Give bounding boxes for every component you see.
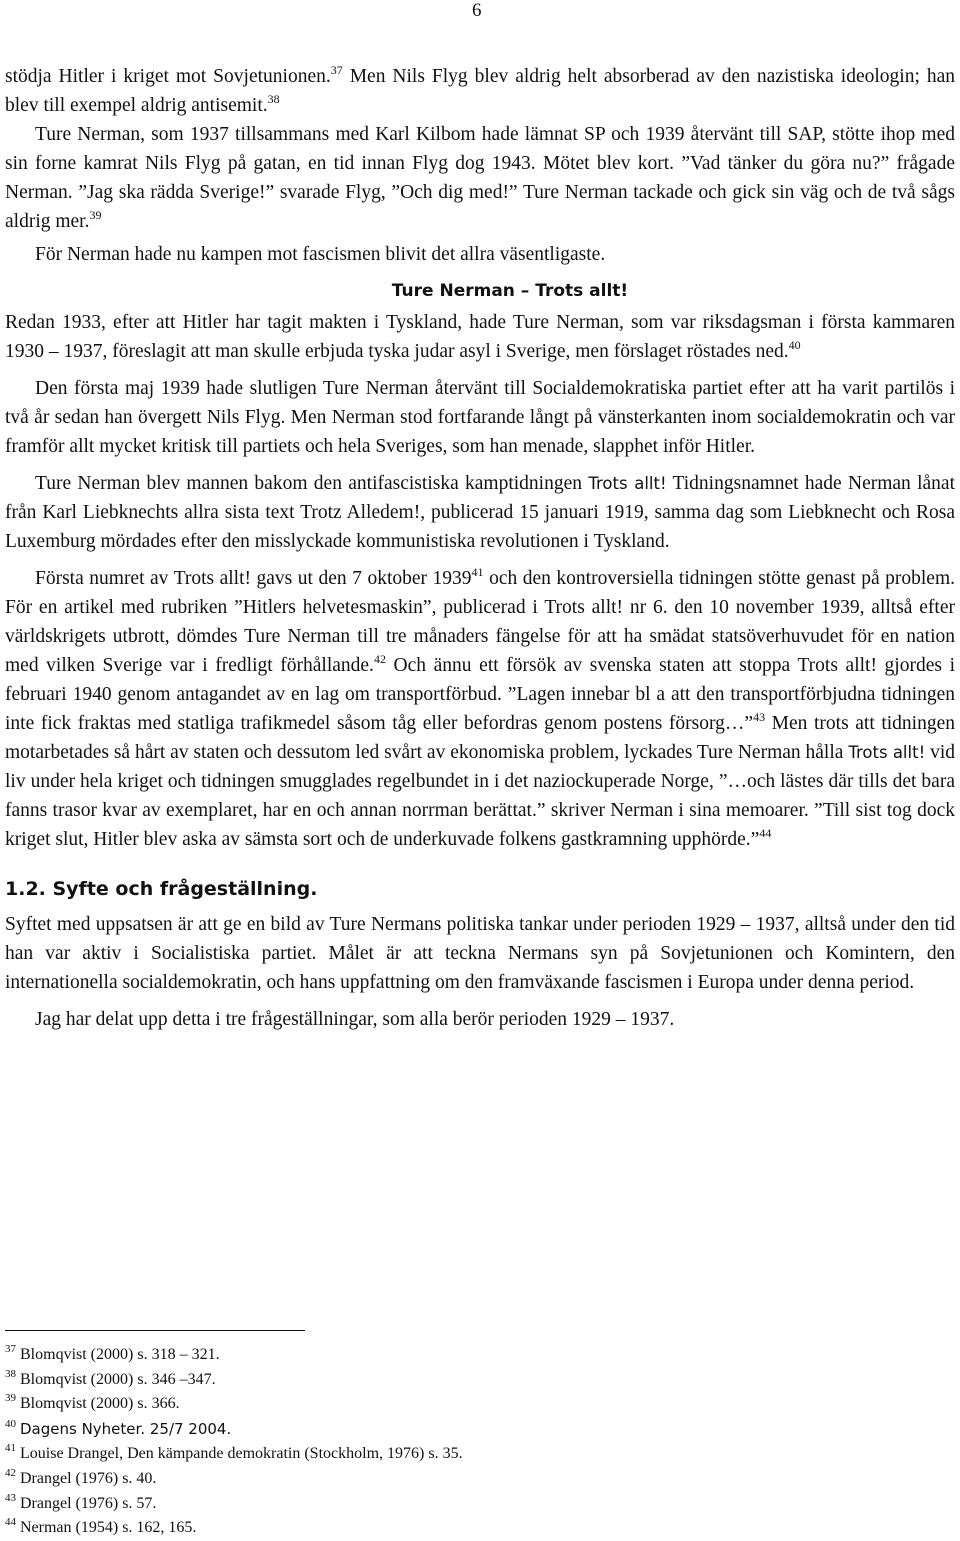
footnote-item xyxy=(5,1368,955,1393)
footnote-text: Nerman (1954) s. 162, 165. xyxy=(20,1519,197,1537)
paragraph-first-issue xyxy=(5,564,955,854)
footnote-number: 43 xyxy=(5,1491,16,1504)
text-run: Men trots att tidningen motarbetades så hårt av staten och dessutom led svårt av ekonomiska problem, lyckades Ture Nerman hålla xyxy=(5,713,956,763)
paragraph-intro xyxy=(5,62,955,120)
footnote-item xyxy=(5,1442,955,1467)
footnote-text: Drangel (1976) s. 40. xyxy=(20,1469,157,1487)
footnote-item xyxy=(5,1516,955,1541)
subheading-trots-allt: Ture Nerman – Trots allt! xyxy=(391,281,629,301)
footnote-text: Dagens Nyheter. 25/7 2004. xyxy=(20,1419,232,1438)
footnote-ref[interactable]: 44 xyxy=(759,826,772,840)
paragraph-nerman-meeting xyxy=(5,120,955,236)
footnote-ref[interactable]: 41 xyxy=(471,565,484,579)
footnote-item xyxy=(5,1392,955,1417)
footnote-text: Louise Drangel, Den kämpande demokratin (Stockholm, 1976) s. 35. xyxy=(20,1445,463,1463)
newspaper-name: Trots allt! xyxy=(848,743,926,762)
footnote-ref[interactable]: 42 xyxy=(373,652,386,666)
footnote-item xyxy=(5,1343,955,1368)
footnote-ref[interactable]: 39 xyxy=(89,208,102,222)
footnote-ref[interactable]: 43 xyxy=(753,710,766,724)
footnote-ref[interactable]: 37 xyxy=(330,63,343,77)
footnotes xyxy=(5,1343,955,1541)
footnote-item xyxy=(5,1417,955,1443)
footnote-divider xyxy=(5,1330,305,1331)
text-run: stödja Hitler i kriget mot Sovjetunionen. xyxy=(5,66,331,87)
paragraph-1933 xyxy=(5,308,955,366)
newspaper-name: Trots allt! xyxy=(588,474,667,493)
text-run: Ture Nerman, som 1937 tillsammans med Karl Kilbom hade lämnat SP och 1939 återvänt till SAP, stötte ihop med sin forne kamrat Nils Flyg på gatan, en tid innan Flyg dog 1943. Mötet blev kort. ”Vad tänker du göra nu?” frågade Nerman. ”Jag ska rädda Sverige!” svarade Flyg, ”Och dig med!” Ture Nerman tackade och gick sin väg och de två sågs aldrig mer. xyxy=(5,124,955,232)
footnote-number: 44 xyxy=(5,1516,16,1529)
paragraph-purpose: Syftet med uppsatsen är att ge en bild av Ture Nermans politiska tankar under perioden 1929 – 1937, alltså under den tid han var aktiv i Socialistiska partiet. Målet är att teckna Nermans syn på Sovjetunionen och Komintern, den internationella socialdemokratin, och hans uppfattning om den framväxande fascismen i Europa under denna period. xyxy=(5,914,955,993)
text-run: Och ännu ett försök av svenska staten att stoppa Trots allt! gjordes i februari 1940 genom antagandet av en lag om transportförbud. ”Lagen innebar bl a att den transportförbjudna tidningen inte fick fraktas med statliga trafikmedel såsom tåg eller befordras genom postens försorg…” xyxy=(5,655,955,734)
footnote-number: 41 xyxy=(5,1442,16,1455)
paragraph-trots-allt xyxy=(5,469,955,556)
footnote-number: 39 xyxy=(5,1392,16,1405)
footnote-number: 42 xyxy=(5,1466,16,1479)
text-run: och den kontroversiella tidningen stötte genast på problem. För en artikel med rubriken ”Hitlers helvetesmaskin”, publicerad i Trots allt! nr 6. den 10 november 1939, alltså efter världskrigets utbrott, dömdes Ture Nerman till tre månaders fängelse för att ha smädat statsöverhuvudet för en nation med vilken Sverige var i fredligt förhållande. xyxy=(5,568,955,676)
paragraph-1939: Den första maj 1939 hade slutligen Ture Nerman återvänt till Socialdemokratiska partiet efter att ha varit partilös i två år sedan han övergett Nils Flyg. Men Nerman stod fortfarande långt på vänsterkanten inom socialdemokratin och var framför allt mycket kritisk till partiets och hela Sveriges, som han menade, slapphet inför Hitler. xyxy=(5,378,955,457)
text-run: Redan 1933, efter att Hitler har tagit makten i Tyskland, hade Ture Nerman, som var riksdagsman i första kammaren 1930 – 1937, föreslagit att man skulle erbjuda tyska judar asyl i Sverige, men förslaget röstades ned. xyxy=(5,312,955,362)
paragraph-questions: Jag har delat upp detta i tre frågeställningar, som alla berör perioden 1929 – 1937. xyxy=(35,1009,675,1030)
text-run: Tidningsnamnet hade Nerman lånat från Karl Liebknechts allra sista text Trotz Alledem!, publicerad 15 januari 1919, samma dag som Liebknecht och Rosa Luxemburg mördades efter den misslyckade kommunistiska revolutionen i Tyskland. xyxy=(5,473,955,552)
footnote-text: Blomqvist (2000) s. 366. xyxy=(20,1395,180,1413)
paragraph-fascism: För Nerman hade nu kampen mot fascismen blivit det allra väsentligaste. xyxy=(35,244,606,265)
text-run: Men Nils Flyg blev aldrig helt absorberad av den nazistiska ideologin; han blev till exempel aldrig antisemit. xyxy=(5,66,955,116)
footnote-text: Drangel (1976) s. 57. xyxy=(20,1494,157,1512)
footnote-text: Blomqvist (2000) s. 346 –347. xyxy=(20,1370,216,1388)
footnote-text: Blomqvist (2000) s. 318 – 321. xyxy=(20,1346,220,1363)
footnote-number: 37 xyxy=(5,1343,16,1355)
footnote-number: 40 xyxy=(5,1417,16,1430)
footnote-item xyxy=(5,1492,955,1517)
body-text xyxy=(5,62,955,1034)
footnote-ref[interactable]: 40 xyxy=(788,338,801,352)
text-run: vid liv under hela kriget och tidningen smugglades regelbundet in i det naziockuperade Norge, ”…och lästes där tills det bara fanns trasor kvar av exemplaret, har en och annan norrman berättat.” skriver Nerman i sina memoarer. ”Till sist tog dock kriget slut, Hitler blev aska av sämsta sort och de underkuvade folkens gastkramning upphörde.” xyxy=(5,742,955,850)
text-run: Första numret av Trots allt! gavs ut den 7 oktober 1939 xyxy=(35,568,472,589)
text-run: Ture Nerman blev mannen bakom den antifascistiska kamptidningen xyxy=(35,473,589,494)
footnote-item xyxy=(5,1467,955,1492)
page-number: 6 xyxy=(472,0,482,21)
footnote-number: 38 xyxy=(5,1367,16,1380)
footnote-ref[interactable]: 38 xyxy=(267,92,280,106)
section-heading: 1.2. Syfte och frågeställning. xyxy=(5,878,318,900)
